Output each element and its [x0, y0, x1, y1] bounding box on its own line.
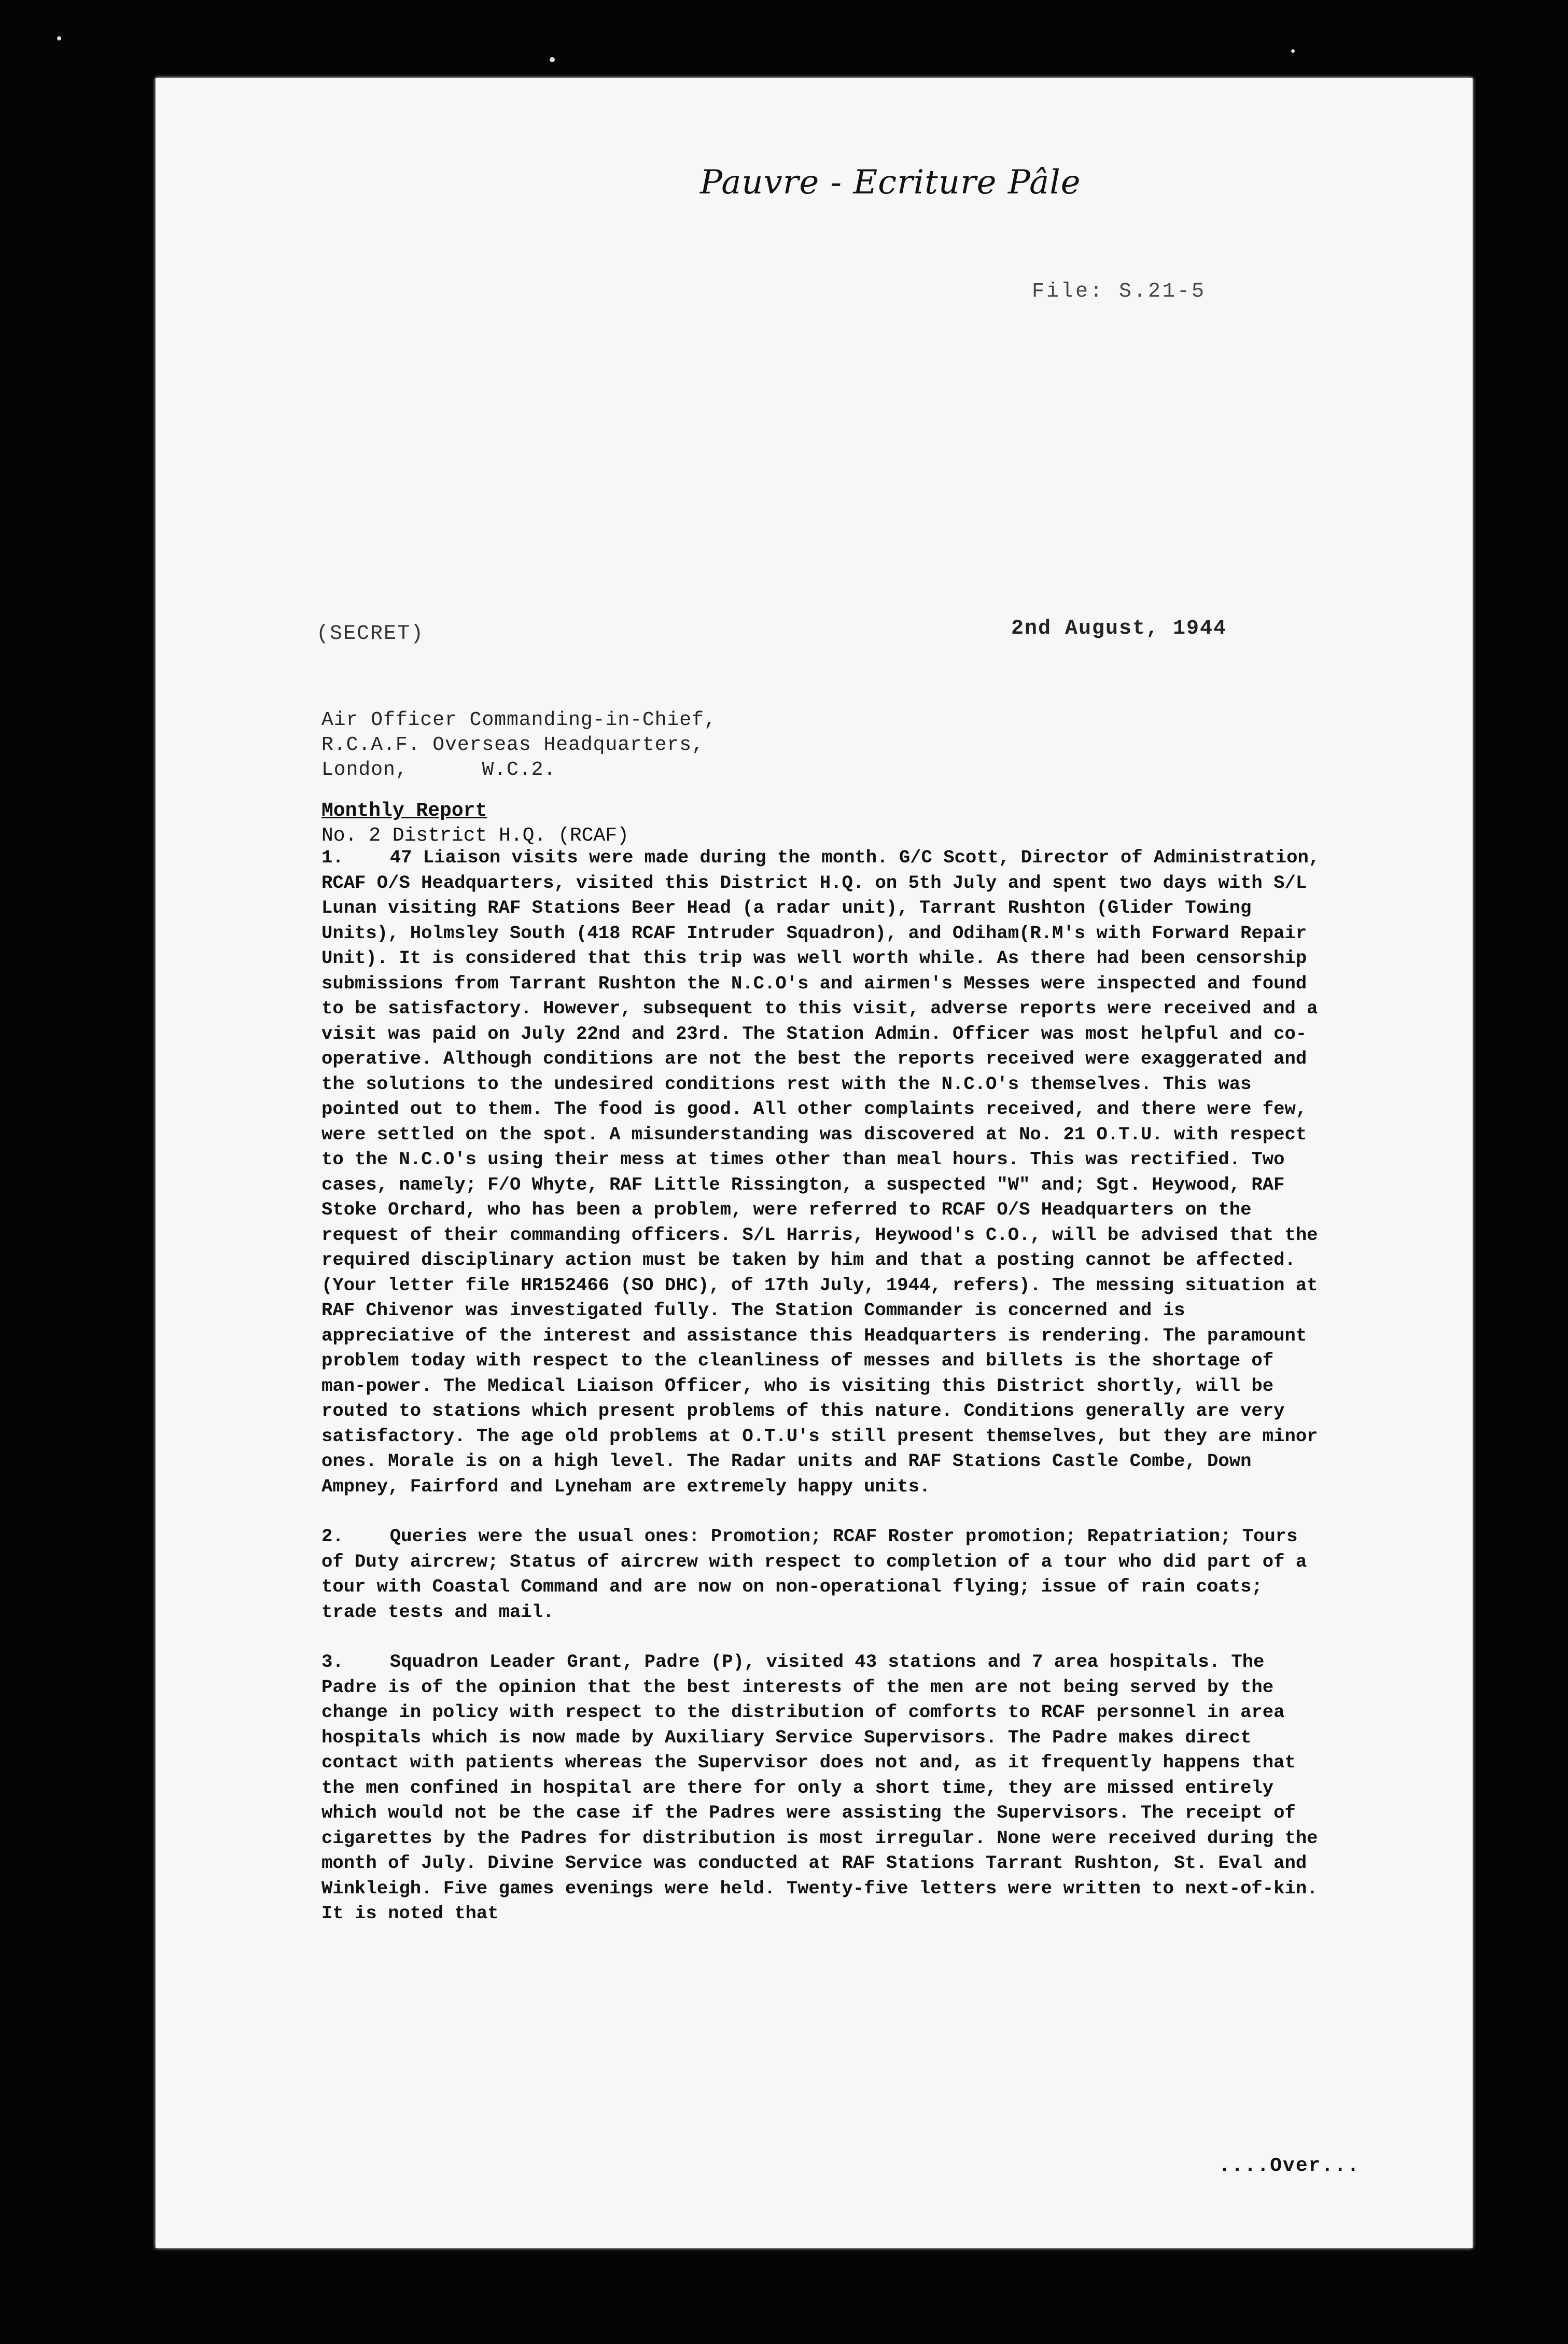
handwritten-annotation: Pauvre - Ecriture Pâle — [700, 163, 1081, 202]
film-speck — [57, 36, 61, 40]
paragraph-number: 2. — [321, 1526, 344, 1547]
film-speck — [1291, 49, 1295, 53]
file-reference: File: S.21-5 — [1032, 280, 1207, 303]
paragraph-number: 1. — [321, 847, 344, 868]
paragraph — [321, 845, 1327, 1499]
subject-title: Monthly Report — [321, 800, 487, 822]
paragraph-text: 47 Liaison visits were made during the month. G/C Scott, Director of Administration, RCAF O/S Headquarters, visited this District H.Q. on 5th July and spent two days with S/L Lunan visiting RAF Stations Beer Head (a radar unit), Tarrant Rushton (Glider Towing Units), Holmsley South (418 RCAF Intruder Squadron), and Odiham(R.M's with Forward Repair Unit). It is considered that this trip was well worth while. As there had been censorship submissions from Tarrant Rushton the N.C.O's and airmen's Messes were inspected and found to be satisfactory. However, subsequent to this visit, adverse reports were received and a visit was paid on July 22nd and 23rd. The Station Admin. Officer was most helpful and co-operative. Although conditions are not the best the reports received were exaggerated and the solutions to the undesired conditions rest with the N.C.O's themselves. This was pointed out to them. The food is good. All other complaints received, and there were few, were settled on the spot. A misunderstanding was discovered at No. 21 O.T.U. with respect to the N.C.O's using their mess at times other than meal hours. This was rectified. Two cases, namely; F/O Whyte, RAF Little Rissington, a suspected "W" and; Sgt. Heywood, RAF Stoke Orchard, who has been a problem, were referred to RCAF O/S Headquarters on the request of their commanding officers. S/L Harris, Heywood's C.O., will be advised that the required disciplinary action must be taken by him and that a posting cannot be affected. (Your letter file HR152466 (SO DHC), of 17th July, 1944, refers). The messing situation at RAF Chivenor was investigated fully. The Station Commander is concerned and is appreciative of the interest and assistance this Headquarters is rendering. The paramount problem today with respect to the cleanliness of messes and billets is the shortage of man-power. The Medical Liaison Officer, who is visiting this District shortly, will be routed to stations which present problems of this nature. Conditions generally are very satisfactory. The age old problems at O.T.U's still present themselves, but they are minor ones. Morale is on a high level. The Radar units and RAF Stations Castle Combe, Down Ampney, Fairford and Lyneham are extremely happy units. — [321, 847, 1320, 1497]
classification-marking: (SECRET) — [316, 622, 425, 646]
subject-unit: No. 2 District H.Q. (RCAF) — [321, 825, 629, 847]
paragraph — [321, 1524, 1327, 1625]
letter-date: 2nd August, 1944 — [1011, 617, 1227, 640]
addressee-line: R.C.A.F. Overseas Headquarters, — [321, 734, 704, 756]
paragraph-text: Squadron Leader Grant, Padre (P), visited 43 stations and 7 area hospitals. The Padre is of the opinion that the best interests of the men are not being served by the change in policy with respect to the distribution of comforts to RCAF personnel in area hospitals which is now made by Auxiliary Service Supervisors. The Padre makes direct contact with patients whereas the Supervisor does not and, as it frequently happens that the men confined in hospital are there for only a short time, they are missed entirely which would not be the case if the Padres were assisting the Supervisors. The receipt of cigarettes by the Padres for distribution is most irregular. None were received during the month of July. Divine Service was conducted at RAF Stations Tarrant Rushton, St. Eval and Winkleigh. Five games evenings were held. Twenty-five letters were written to next-of-kin. It is noted that — [321, 1651, 1318, 1924]
letter-body — [321, 845, 1327, 1927]
addressee-line: Air Officer Commanding-in-Chief, — [321, 709, 717, 731]
paragraph — [321, 1650, 1327, 1927]
addressee-block — [321, 708, 717, 783]
paragraph-text: Queries were the usual ones: Promotion; RCAF Roster promotion; Repatriation; Tours of Duty aircrew; Status of aircrew with respect to completion of a tour who did part of a tour with Coastal Command and are now on non-operational flying; issue of rain coats; trade tests and mail. — [321, 1526, 1307, 1623]
film-speck — [550, 57, 555, 62]
paragraph-number: 3. — [321, 1651, 344, 1672]
addressee-line: London, W.C.2. — [321, 759, 556, 781]
subject-block — [321, 799, 629, 848]
continuation-marker: ....Over... — [1219, 2155, 1360, 2177]
typed-letter-page — [156, 78, 1473, 2248]
